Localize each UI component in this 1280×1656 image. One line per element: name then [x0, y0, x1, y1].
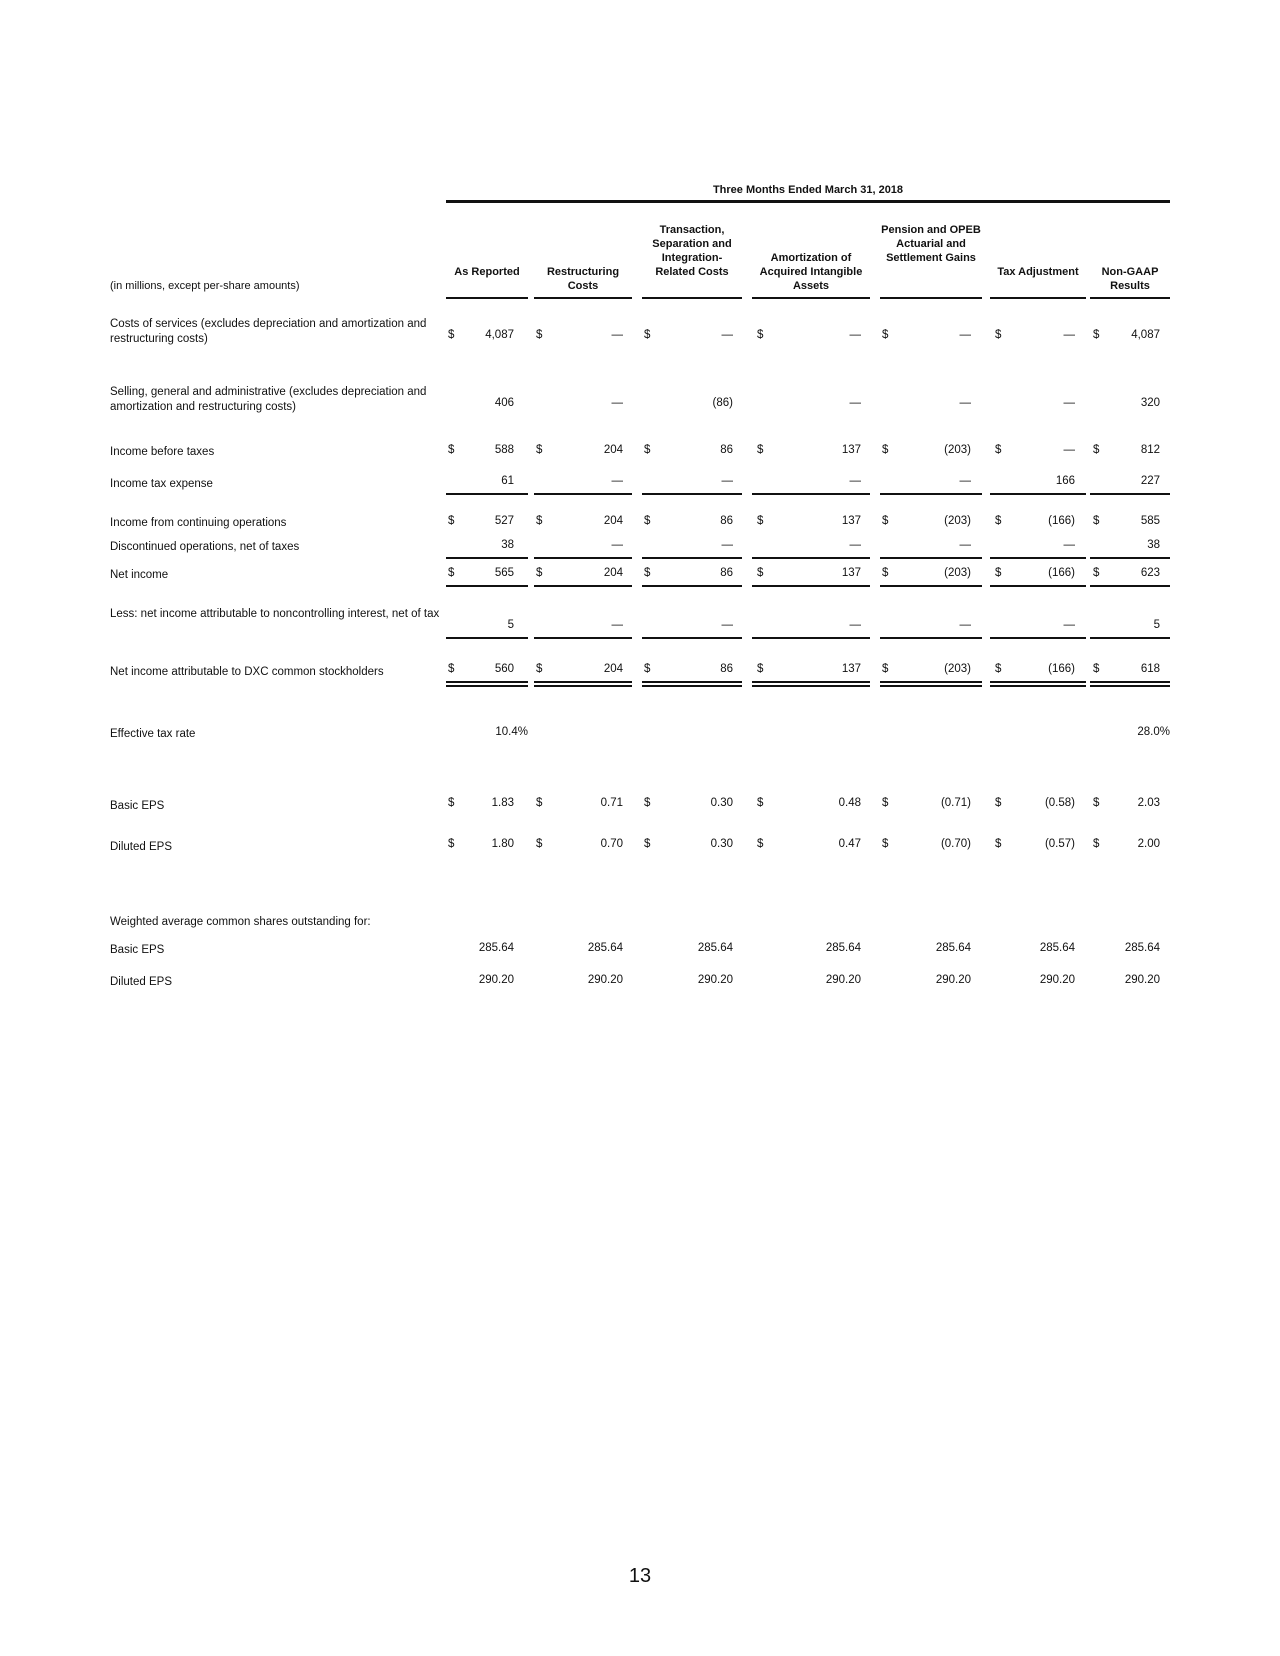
table-cell-value: 5 [1153, 619, 1160, 631]
period-header-rule [446, 200, 1170, 203]
table-cell-value: 86 [720, 515, 733, 527]
total-rule [752, 557, 870, 559]
table-cell-value: 0.70 [600, 838, 623, 850]
total-rule [534, 685, 632, 687]
total-rule [1090, 585, 1170, 587]
table-cell-value: 166 [1055, 475, 1075, 487]
column-header-rule [752, 297, 870, 299]
table-cell-value: — [721, 329, 733, 341]
total-rule [880, 681, 982, 683]
table-cell-value: — [959, 475, 971, 487]
currency-symbol: $ [1093, 663, 1100, 675]
currency-symbol: $ [536, 329, 543, 341]
currency-symbol: $ [644, 663, 651, 675]
currency-symbol: $ [448, 329, 455, 341]
column-header: As Reported [454, 266, 520, 278]
total-rule [642, 557, 742, 559]
total-rule [990, 493, 1086, 495]
currency-symbol: $ [536, 515, 543, 527]
total-rule [534, 493, 632, 495]
table-cell-value: — [611, 539, 623, 551]
table-cell-value: — [959, 329, 971, 341]
currency-symbol: $ [644, 444, 651, 456]
table-cell-value: 618 [1140, 663, 1160, 675]
column-header: Tax Adjustment [997, 266, 1079, 278]
row-label: Basic EPS [110, 944, 165, 956]
currency-symbol: $ [995, 515, 1002, 527]
table-cell-value: 2.03 [1137, 797, 1160, 809]
table-cell-value: (166) [1048, 663, 1075, 675]
table-cell-value: 86 [720, 444, 733, 456]
table-cell-value: 285.64 [1039, 942, 1075, 954]
currency-symbol: $ [757, 444, 764, 456]
total-rule [752, 637, 870, 639]
table-cell-value: (203) [944, 567, 971, 579]
table-cell-value: (86) [712, 397, 733, 409]
currency-symbol: $ [1093, 329, 1100, 341]
table-cell-value: (166) [1048, 515, 1075, 527]
row-label: Diluted EPS [110, 976, 173, 988]
table-cell-value: 0.30 [710, 797, 733, 809]
row-label: Income before taxes [110, 446, 215, 458]
table-cell-value: — [611, 329, 623, 341]
table-cell-value: 4,087 [485, 329, 514, 341]
table-cell-value: 285.64 [587, 942, 623, 954]
total-rule [1090, 493, 1170, 495]
total-rule [642, 685, 742, 687]
table-cell-value: — [959, 619, 971, 631]
table-cell-value: 137 [841, 515, 861, 527]
total-rule [446, 585, 528, 587]
currency-symbol: $ [536, 797, 543, 809]
total-rule [534, 681, 632, 683]
total-rule [990, 685, 1086, 687]
table-cell-value: — [1063, 397, 1075, 409]
table-cell-value: (0.71) [940, 797, 971, 809]
total-rule [990, 681, 1086, 683]
table-cell-value: (203) [944, 515, 971, 527]
period-header: Three Months Ended March 31, 2018 [712, 184, 904, 196]
table-cell-value: — [849, 329, 861, 341]
row-label: Net income attributable to DXC common stockholders [110, 666, 384, 678]
table-cell-value: 38 [1147, 539, 1160, 551]
table-cell-value: 623 [1140, 567, 1160, 579]
table-cell-value: — [611, 397, 623, 409]
currency-symbol: $ [757, 838, 764, 850]
currency-symbol: $ [1093, 797, 1100, 809]
total-rule [642, 637, 742, 639]
total-rule [752, 681, 870, 683]
table-cell-value: 137 [841, 444, 861, 456]
row-label: Diluted EPS [110, 841, 173, 853]
total-rule [752, 493, 870, 495]
table-cell-value: — [721, 475, 733, 487]
total-rule [880, 557, 982, 559]
table-cell-value: — [1063, 444, 1075, 456]
total-rule [446, 637, 528, 639]
table-cell-value: 0.48 [838, 797, 861, 809]
currency-symbol: $ [757, 663, 764, 675]
table-cell-value: 1.80 [491, 838, 514, 850]
currency-symbol: $ [536, 444, 543, 456]
table-cell-value: 565 [494, 567, 514, 579]
table-cell-value: 5 [507, 619, 514, 631]
total-rule [1090, 637, 1170, 639]
table-cell-value: — [959, 397, 971, 409]
row-label: Discontinued operations, net of taxes [110, 541, 300, 553]
table-cell-value: 290.20 [1124, 974, 1160, 986]
total-rule [1090, 681, 1170, 683]
table-cell-value: 285.64 [697, 942, 733, 954]
currency-symbol: $ [882, 663, 889, 675]
column-header: Pension and OPEB Actuarial and Settlement Gains [881, 224, 981, 264]
row-label: Costs of services (excludes depreciation and amortization and restructuring costs) [110, 318, 427, 345]
table-cell-value: 812 [1140, 444, 1160, 456]
total-rule [446, 685, 528, 687]
currency-symbol: $ [995, 329, 1002, 341]
table-cell-value: (203) [944, 663, 971, 675]
currency-symbol: $ [995, 567, 1002, 579]
currency-symbol: $ [757, 797, 764, 809]
column-header: Amortization of Acquired Intangible Assets [759, 252, 863, 292]
table-cell-value: 28.0% [1137, 726, 1170, 738]
total-rule [880, 585, 982, 587]
total-rule [990, 637, 1086, 639]
column-header-rule [880, 297, 982, 299]
total-rule [642, 493, 742, 495]
table-cell-value: 137 [841, 663, 861, 675]
row-label: Selling, general and administrative (excludes depreciation and amortization and restructuring costs) [110, 386, 427, 413]
currency-symbol: $ [448, 663, 455, 675]
table-cell-value: 285.64 [825, 942, 861, 954]
table-cell-value: — [1063, 619, 1075, 631]
table-cell-value: — [611, 475, 623, 487]
table-cell-value: 0.47 [838, 838, 861, 850]
table-cell-value: 2.00 [1137, 838, 1160, 850]
table-cell-value: 285.64 [935, 942, 971, 954]
row-label: Net income [110, 569, 169, 581]
table-cell-value: 204 [603, 567, 623, 579]
table-cell-value: 285.64 [478, 942, 514, 954]
table-cell-value: 560 [494, 663, 514, 675]
currency-symbol: $ [882, 515, 889, 527]
total-rule [642, 585, 742, 587]
table-cell-value: 86 [720, 663, 733, 675]
total-rule [534, 557, 632, 559]
currency-symbol: $ [882, 567, 889, 579]
currency-symbol: $ [448, 838, 455, 850]
currency-symbol: $ [448, 567, 455, 579]
table-cell-value: (166) [1048, 567, 1075, 579]
total-rule [880, 493, 982, 495]
table-cell-value: 4,087 [1131, 329, 1160, 341]
currency-symbol: $ [1093, 444, 1100, 456]
currency-symbol: $ [448, 444, 455, 456]
total-rule [880, 637, 982, 639]
currency-symbol: $ [644, 329, 651, 341]
column-header-rule [446, 297, 528, 299]
total-rule [880, 685, 982, 687]
table-cell-value: 227 [1140, 475, 1160, 487]
row-label: Basic EPS [110, 800, 165, 812]
column-header-rule [990, 297, 1086, 299]
table-cell-value: — [1063, 329, 1075, 341]
table-cell-value: 290.20 [697, 974, 733, 986]
page-number: 13 [628, 1565, 652, 1587]
table-cell-value: 290.20 [478, 974, 514, 986]
units-label: (in millions, except per-share amounts) [110, 280, 300, 292]
currency-symbol: $ [448, 797, 455, 809]
table-cell-value: 38 [501, 539, 514, 551]
total-rule [752, 685, 870, 687]
currency-symbol: $ [995, 663, 1002, 675]
column-header: Restructuring Costs [546, 266, 620, 292]
currency-symbol: $ [644, 515, 651, 527]
table-cell-value: — [849, 397, 861, 409]
column-header-rule [642, 297, 742, 299]
currency-symbol: $ [536, 838, 543, 850]
total-rule [534, 637, 632, 639]
table-cell-value: — [959, 539, 971, 551]
table-cell-value: 137 [841, 567, 861, 579]
table-cell-value: 61 [501, 475, 514, 487]
total-rule [446, 557, 528, 559]
row-label: Weighted average common shares outstanding for: [110, 916, 371, 928]
table-cell-value: — [849, 539, 861, 551]
table-cell-value: 588 [494, 444, 514, 456]
table-cell-value: 290.20 [1039, 974, 1075, 986]
total-rule [446, 493, 528, 495]
table-cell-value: 527 [494, 515, 514, 527]
table-cell-value: 10.4% [495, 726, 528, 738]
total-rule [534, 585, 632, 587]
currency-symbol: $ [995, 838, 1002, 850]
table-cell-value: 0.71 [600, 797, 623, 809]
currency-symbol: $ [644, 797, 651, 809]
table-cell-value: 0.30 [710, 838, 733, 850]
currency-symbol: $ [536, 663, 543, 675]
table-cell-value: 204 [603, 444, 623, 456]
table-cell-value: — [721, 539, 733, 551]
total-rule [1090, 685, 1170, 687]
row-label: Income tax expense [110, 478, 213, 490]
currency-symbol: $ [882, 329, 889, 341]
table-cell-value: — [1063, 539, 1075, 551]
table-cell-value: (203) [944, 444, 971, 456]
table-cell-value: 585 [1140, 515, 1160, 527]
currency-symbol: $ [995, 444, 1002, 456]
row-label: Less: net income attributable to noncontrolling interest, net of tax [110, 608, 440, 620]
currency-symbol: $ [757, 515, 764, 527]
table-cell-value: 406 [494, 397, 514, 409]
column-header: Transaction, Separation and Integration-Related Costs [652, 224, 732, 278]
currency-symbol: $ [995, 797, 1002, 809]
currency-symbol: $ [882, 838, 889, 850]
table-cell-value: — [721, 619, 733, 631]
table-cell-value: 290.20 [587, 974, 623, 986]
table-cell-value: 320 [1140, 397, 1160, 409]
currency-symbol: $ [1093, 838, 1100, 850]
currency-symbol: $ [1093, 515, 1100, 527]
total-rule [1090, 557, 1170, 559]
total-rule [990, 557, 1086, 559]
table-cell-value: (0.58) [1044, 797, 1075, 809]
total-rule [642, 681, 742, 683]
row-label: Income from continuing operations [110, 517, 287, 529]
column-header: Non-GAAP Results [1101, 266, 1159, 292]
table-cell-value: — [849, 619, 861, 631]
table-cell-value: 204 [603, 663, 623, 675]
currency-symbol: $ [882, 797, 889, 809]
currency-symbol: $ [448, 515, 455, 527]
table-cell-value: 1.83 [491, 797, 514, 809]
table-cell-value: (0.70) [940, 838, 971, 850]
row-label: Effective tax rate [110, 728, 196, 740]
table-cell-value: — [849, 475, 861, 487]
currency-symbol: $ [757, 329, 764, 341]
currency-symbol: $ [1093, 567, 1100, 579]
column-header-rule [1090, 297, 1170, 299]
table-cell-value: 204 [603, 515, 623, 527]
table-cell-value: 86 [720, 567, 733, 579]
table-cell-value: 290.20 [935, 974, 971, 986]
table-cell-value: 285.64 [1124, 942, 1160, 954]
currency-symbol: $ [882, 444, 889, 456]
currency-symbol: $ [644, 838, 651, 850]
table-cell-value: (0.57) [1044, 838, 1075, 850]
currency-symbol: $ [644, 567, 651, 579]
column-header-rule [534, 297, 632, 299]
table-cell-value: 290.20 [825, 974, 861, 986]
table-cell-value: — [611, 619, 623, 631]
currency-symbol: $ [757, 567, 764, 579]
total-rule [446, 681, 528, 683]
total-rule [752, 585, 870, 587]
currency-symbol: $ [536, 567, 543, 579]
total-rule [990, 585, 1086, 587]
